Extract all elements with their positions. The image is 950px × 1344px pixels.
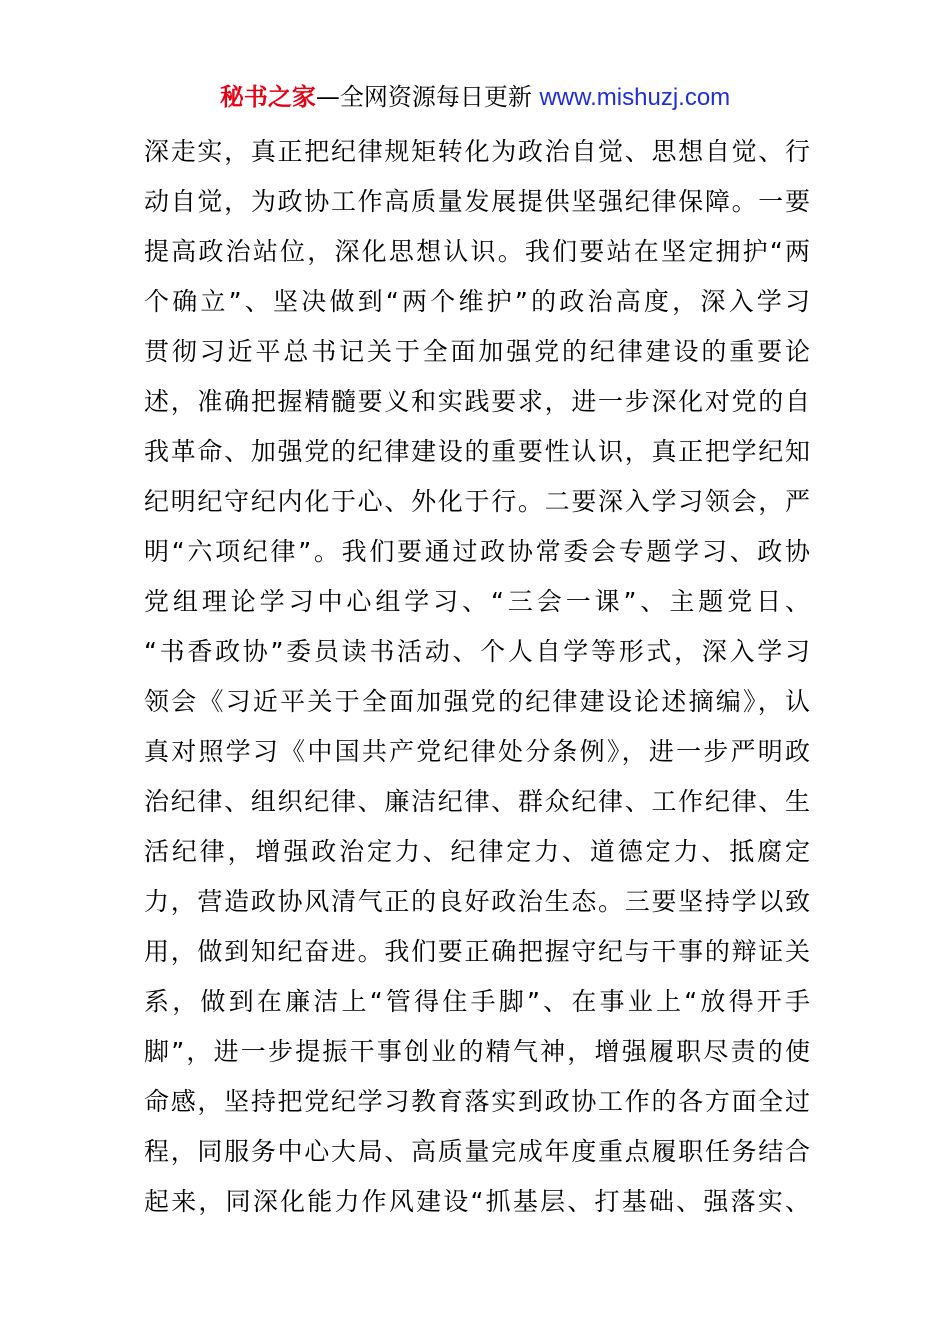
site-url-link[interactable]: www.mishuzj.com [539, 84, 731, 111]
brand-name: 秘书之家 [219, 83, 316, 111]
body-line: 起来，同深化能力作风建设“抓基层、打基础、强落实、 [144, 1187, 810, 1216]
body-line: 深走实，真正把纪律规矩转化为政治自觉、思想自觉、行 [144, 137, 810, 166]
body-line: 动自觉，为政协工作高质量发展提供坚强纪律保障。一要 [144, 187, 810, 216]
body-line: 用，做到知纪奋进。我们要正确把握守纪与干事的辩证关 [144, 937, 810, 966]
body-line: 我革命、加强党的纪律建设的重要性认识，真正把学纪知 [144, 437, 810, 466]
body-line: 脚”，进一步提振干事创业的精气神，增强履职尽责的使 [144, 1037, 810, 1066]
body-line: 程，同服务中心大局、高质量完成年度重点履职任务结合 [144, 1137, 810, 1166]
body-line: 真对照学习《中国共产党纪律处分条例》，进一步严明政 [144, 737, 810, 766]
page-header [0, 80, 950, 115]
body-line: “书香政协”委员读书活动、个人自学等形式，深入学习 [144, 637, 810, 666]
body-line: 系，做到在廉洁上“管得住手脚”、在事业上“放得开手 [144, 987, 810, 1016]
body-line: 述，准确把握精髓要义和实践要求，进一步深化对党的自 [144, 387, 810, 416]
body-line: 领会《习近平关于全面加强党的纪律建设论述摘编》，认 [144, 687, 810, 716]
body-line: 贯彻习近平总书记关于全面加强党的纪律建设的重要论 [144, 337, 810, 366]
body-line: 党组理论学习中心组学习、“三会一课”、主题党日、 [144, 587, 810, 616]
body-line: 明“六项纪律”。我们要通过政协常委会专题学习、政协 [144, 537, 810, 566]
body-line: 活纪律，增强政治定力、纪律定力、道德定力、抵腐定 [144, 837, 810, 866]
header-tagline: —全网资源每日更新 [315, 83, 540, 111]
body-line: 力，营造政协风清气正的良好政治生态。三要坚持学以致 [144, 887, 810, 916]
body-line: 纪明纪守纪内化于心、外化于行。二要深入学习领会，严 [144, 487, 810, 516]
body-line: 提高政治站位，深化思想认识。我们要站在坚定拥护“两 [144, 237, 810, 266]
body-line: 命感，坚持把党纪学习教育落实到政协工作的各方面全过 [144, 1087, 810, 1116]
body-line: 治纪律、组织纪律、廉洁纪律、群众纪律、工作纪律、生 [144, 787, 810, 816]
body-line: 个确立”、坚决做到“两个维护”的政治高度，深入学习 [144, 287, 810, 316]
document-body [144, 127, 810, 1227]
